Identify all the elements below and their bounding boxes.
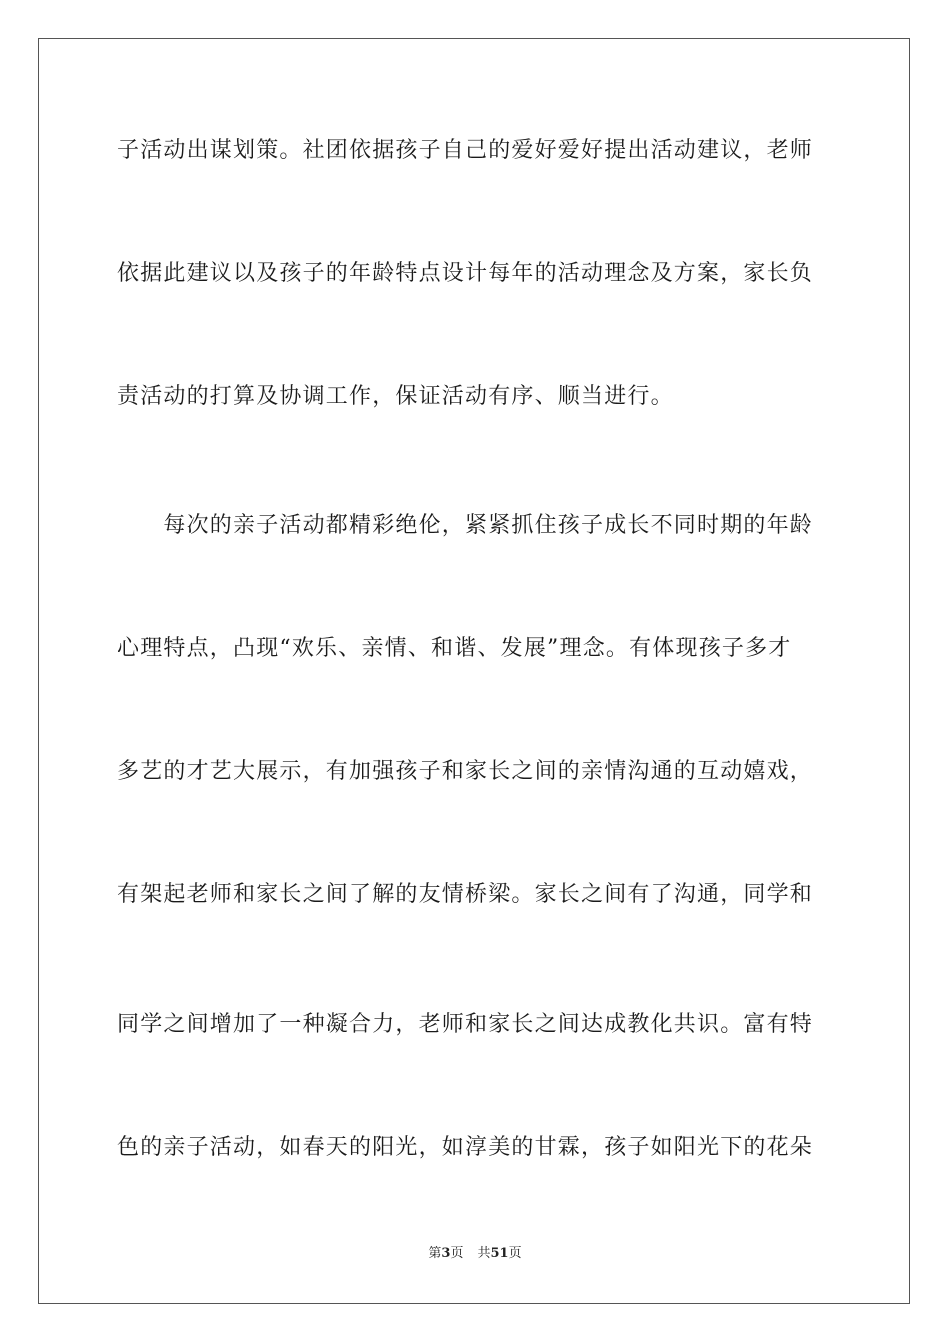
text-line: 有架起老师和家长之间了解的友情桥梁。家长之间有了沟通，同学和 [117, 882, 814, 907]
page-suffix: 页 [450, 1246, 464, 1261]
text-line: 依据此建议以及孩子的年龄特点设计每年的活动理念及方案，家长负 [117, 261, 814, 286]
page-footer [0, 1245, 950, 1263]
text-line: 多艺的才艺大展示，有加强孩子和家长之间的亲情沟通的互动嬉戏， [117, 759, 814, 784]
page-prefix: 第 [428, 1246, 442, 1261]
total-prefix: 共 [477, 1246, 491, 1261]
text-line: 同学之间增加了一种凝合力，老师和家长之间达成教化共识。富有特 [117, 1012, 814, 1037]
page-number: 3 [441, 1246, 451, 1261]
total-suffix: 页 [508, 1246, 522, 1261]
text-line: 子活动出谋划策。社团依据孩子自己的爱好爱好提出活动建议，老师 [117, 138, 814, 163]
paragraph-start-line: 每次的亲子活动都精彩绝伦，紧紧抓住孩子成长不同时期的年龄 [117, 513, 814, 538]
page-border [38, 38, 910, 1304]
total-pages: 51 [490, 1246, 509, 1261]
text-line: 心理特点，凸现“欢乐、亲情、和谐、发展”理念。有体现孩子多才 [117, 636, 792, 661]
text-line: 责活动的打算及协调工作，保证活动有序、顺当进行。 [117, 384, 674, 409]
text-line: 色的亲子活动，如春天的阳光，如淳美的甘霖，孩子如阳光下的花朵 [117, 1135, 814, 1160]
